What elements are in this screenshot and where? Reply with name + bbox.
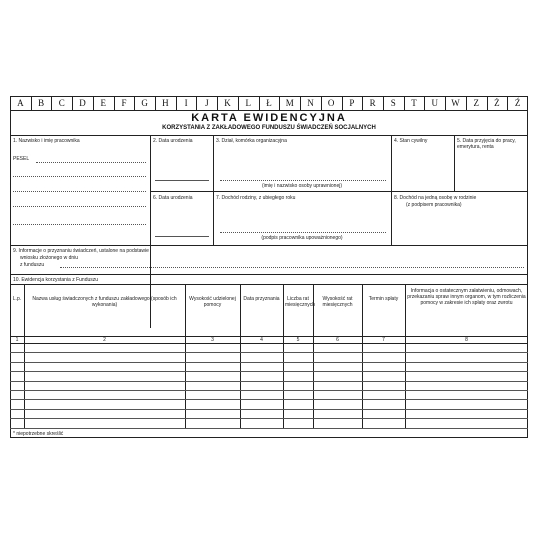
alphabet-divider	[383, 96, 384, 110]
alphabet-letter: U	[431, 98, 438, 108]
alphabet-letter: D	[79, 98, 86, 108]
table-row-line	[10, 418, 528, 419]
field-2-line	[155, 180, 209, 181]
field-1-line-4	[13, 224, 146, 225]
table-row-line	[10, 371, 528, 372]
table-column-number: 7	[382, 337, 385, 343]
alphabet-divider	[300, 96, 301, 110]
field-1-line-1	[13, 176, 146, 177]
table-column-number: 6	[336, 337, 339, 343]
alphabet-letter: M	[285, 98, 294, 108]
field-3-line	[220, 180, 386, 181]
alphabet-divider	[445, 96, 446, 110]
table-col-divider	[185, 284, 186, 428]
field-9-line-2: wniosku złożonego w dniu	[20, 255, 79, 261]
alphabet-divider	[487, 96, 488, 110]
field-10-label: 10. Ewidencja korzystania z Funduszu	[13, 277, 99, 283]
alphabet-divider	[404, 96, 405, 110]
alphabet-letter: Ż	[494, 98, 500, 108]
table-row-line	[10, 399, 528, 400]
alphabet-letter: Ź	[514, 98, 521, 108]
table-column-number: 8	[465, 337, 468, 343]
alphabet-letter: T	[411, 98, 417, 108]
col-separator-4	[454, 135, 455, 191]
table-row-line	[10, 381, 528, 382]
alphabet-divider	[238, 96, 239, 110]
field-9-line-3: z funduszu	[20, 262, 45, 268]
footer-note: * niepotrzebne skreślić	[13, 431, 64, 437]
alphabet-letter: N	[307, 98, 314, 108]
table-row-line	[10, 428, 528, 429]
alphabet-letter: B	[38, 98, 45, 108]
alphabet-divider	[507, 96, 508, 110]
alphabet-letter: R	[369, 98, 376, 108]
table-column-number: 4	[260, 337, 263, 343]
field-1-label: 1. Nazwisko i imię pracownika	[13, 138, 80, 144]
field-2-label: 2. Data urodzenia	[153, 138, 193, 144]
field-1-line-2	[13, 191, 146, 192]
table-col-divider	[283, 284, 284, 428]
field-7-note: (podpis pracownika upoważnionego)	[261, 235, 343, 241]
table-header-cell: Liczba rat miesięcznych	[285, 296, 316, 308]
alphabet-divider	[93, 96, 94, 110]
alphabet-divider	[424, 96, 425, 110]
alphabet-letter: P	[349, 98, 355, 108]
alphabet-divider	[217, 96, 218, 110]
table-column-number: 5	[296, 337, 300, 343]
alphabet-divider	[466, 96, 467, 110]
table-col-divider	[362, 284, 363, 428]
field-9-bottom	[10, 274, 528, 275]
alphabet-divider	[342, 96, 343, 110]
pesel-line	[36, 162, 146, 163]
table-header-cell: L.p.	[12, 296, 22, 302]
alphabet-row-bottom	[10, 110, 528, 111]
field-5-label: 5. Data przyjęcia do pracy, emerytura, renta	[457, 138, 516, 150]
alphabet-letter: C	[58, 98, 65, 108]
alphabet-letter: I	[184, 98, 188, 108]
alphabet-divider	[196, 96, 197, 110]
table-col-divider	[405, 284, 406, 428]
field-9-dotline	[60, 267, 524, 268]
alphabet-letter: K	[224, 98, 231, 108]
alphabet-letter: Z	[473, 98, 479, 108]
alphabet-divider	[72, 96, 73, 110]
alphabet-divider	[279, 96, 280, 110]
form-title: KARTA EWIDENCYJNA	[191, 112, 347, 124]
table-column-number: 3	[211, 337, 214, 343]
table-column-number: 1	[15, 337, 19, 343]
upper-mid-line	[150, 191, 528, 192]
alphabet-letter: Ł	[266, 98, 272, 108]
field-9-label: 9. Informacje o przyznaniu świadczeń, ustalone na podstawie	[13, 248, 149, 254]
alphabet-index-row	[10, 96, 528, 110]
alphabet-letter: E	[100, 98, 106, 108]
form-subtitle: KORZYSTANIA Z ZAKŁADOWEGO FUNDUSZU ŚWIADCZEŃ SOCJALNYCH	[162, 125, 376, 131]
table-number-row-bottom	[10, 343, 528, 344]
table-column-number: 2	[103, 337, 106, 343]
alphabet-letter: O	[327, 98, 335, 108]
table-header-cell: Data przyznania	[243, 296, 280, 302]
alphabet-divider	[321, 96, 322, 110]
field-7-label: 7. Dochód rodziny, z ubiegłego roku	[216, 195, 296, 201]
field-3-label: 3. Dział, komórka organizacyjna	[216, 138, 287, 144]
evidence-card-form	[10, 96, 528, 438]
evidence-table	[10, 284, 528, 432]
alphabet-divider	[134, 96, 135, 110]
field-1-pesel-label: PESEL	[13, 156, 30, 162]
alphabet-letter: L	[245, 98, 252, 108]
table-header-cell: Nazwa usług świadczonych z funduszu zakładowego (sposób ich wykonania)	[32, 296, 177, 308]
table-header-cell: Wysokość udzielonej pomocy	[189, 296, 236, 308]
field-6-label: 6. Data urodzenia	[153, 195, 193, 201]
title-bottom	[10, 135, 528, 136]
alphabet-divider	[51, 96, 52, 110]
alphabet-divider	[114, 96, 115, 110]
alphabet-letter: G	[141, 98, 148, 108]
alphabet-letter: S	[390, 98, 396, 108]
field-8-note: (z podpisem pracownika)	[406, 202, 462, 208]
alphabet-divider	[362, 96, 363, 110]
col-separator-3	[391, 135, 392, 245]
alphabet-letter: W	[451, 98, 460, 108]
table-row-line	[10, 362, 528, 363]
field-8-label: 8. Dochód na jedną osobę w rodzinie	[394, 195, 477, 201]
alphabet-letter: H	[162, 98, 169, 108]
table-col-divider	[24, 284, 25, 428]
alphabet-divider	[31, 96, 32, 110]
alphabet-divider	[155, 96, 156, 110]
table-header-cell: Wysokość rat miesięcznych	[322, 296, 353, 308]
field-1-line-3	[13, 206, 146, 207]
field-7-line	[220, 232, 386, 233]
field-4-label: 4. Stan cywilny	[394, 138, 428, 144]
table-row-line	[10, 409, 528, 410]
table-col-divider	[240, 284, 241, 428]
table-header-cell: Termin spłaty	[368, 296, 399, 302]
field-6-line	[155, 236, 209, 237]
col-separator-2	[213, 135, 214, 245]
table-row-line	[10, 352, 528, 353]
alphabet-divider	[259, 96, 260, 110]
alphabet-letter: J	[205, 98, 209, 108]
upper-bottom-line	[10, 245, 528, 246]
alphabet-divider	[176, 96, 177, 110]
field-6-note: (imię i nazwisko osoby uprawnionej)	[261, 183, 343, 189]
table-row-line	[10, 390, 528, 391]
alphabet-letter: F	[121, 98, 127, 108]
alphabet-letter: A	[17, 98, 24, 108]
table-header-cell: Informacja o ostatecznym załatwieniu, odmowach, przekazaniu spraw innym organom, w tym rozliczenia pomocy w zakresie ich spłaty oraz zwrotu	[407, 288, 526, 306]
